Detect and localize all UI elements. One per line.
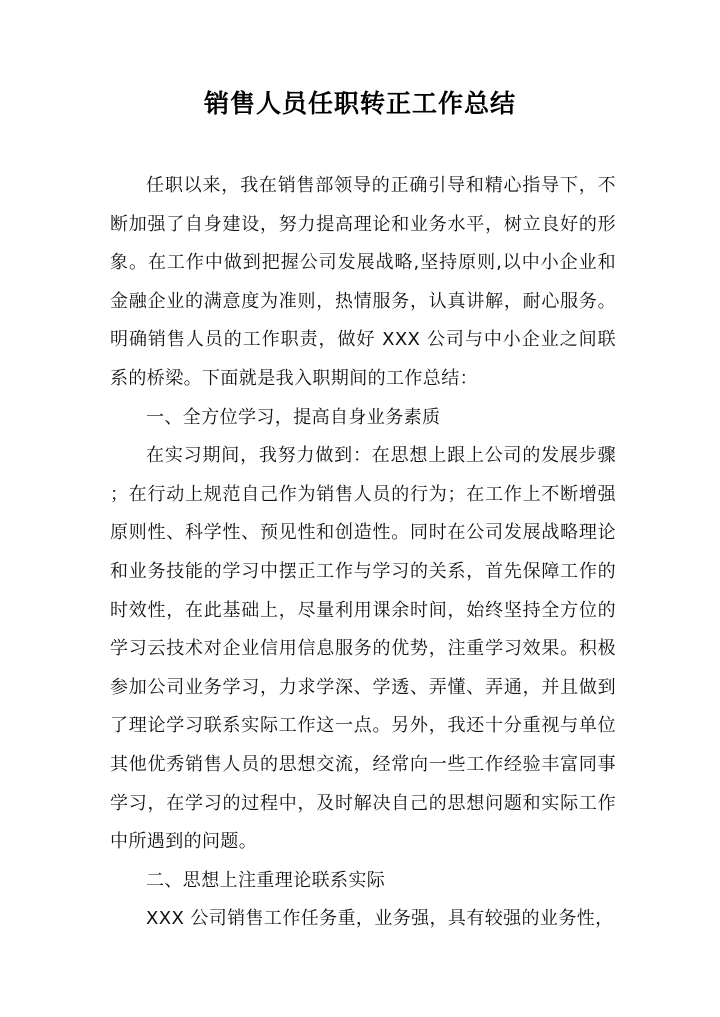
document-body xyxy=(110,167,616,939)
paragraph-section-1: 在实习期间，我努力做到：在思想上跟上公司的发展步骤；在行动上规范自己作为销售人员的行为；在工作上不断增强原则性、科学性、预见性和创造性。同时在公司发展战略理论和业务技能的学习中摆正工作与学习的关系，首先保障工作的时效性，在此基础上，尽量利用课余时间，始终坚持全方位的学习云技术对企业信用信息服务的优势，注重学习效果。积极参加公司业务学习，力求学深、学透、弄懂、弄通，并且做到了理论学习联系实际工作这一点。另外，我还十分重视与单位其他优秀销售人员的思想交流，经常向一些工作经验丰富同事学习，在学习的过程中，及时解决自己的思想问题和实际工作中所遇到的问题。 xyxy=(110,445,616,853)
section-heading-1: 一、全方位学习，提高自身业务素质 xyxy=(146,406,441,428)
paragraph-intro: 任职以来，我在销售部领导的正确引导和精心指导下，不断加强了自身建设，努力提高理论和业务水平，树立良好的形象。在工作中做到把握公司发展战略,坚持原则,以中小企业和金融企业的满意度为准则，热情服务，认真讲解，耐心服务。明确销售人员的工作职责，做好 XXX 公司与中小企业之间联系的桥梁。下面就是我入职期间的工作总结： xyxy=(110,175,616,389)
section-heading-2: 二、思想上注重理论联系实际 xyxy=(146,869,386,891)
document-title: 销售人员任职转正工作总结 xyxy=(203,89,516,118)
paragraph-section-2: XXX 公司销售工作任务重，业务强，具有较强的业务性， xyxy=(146,908,614,930)
